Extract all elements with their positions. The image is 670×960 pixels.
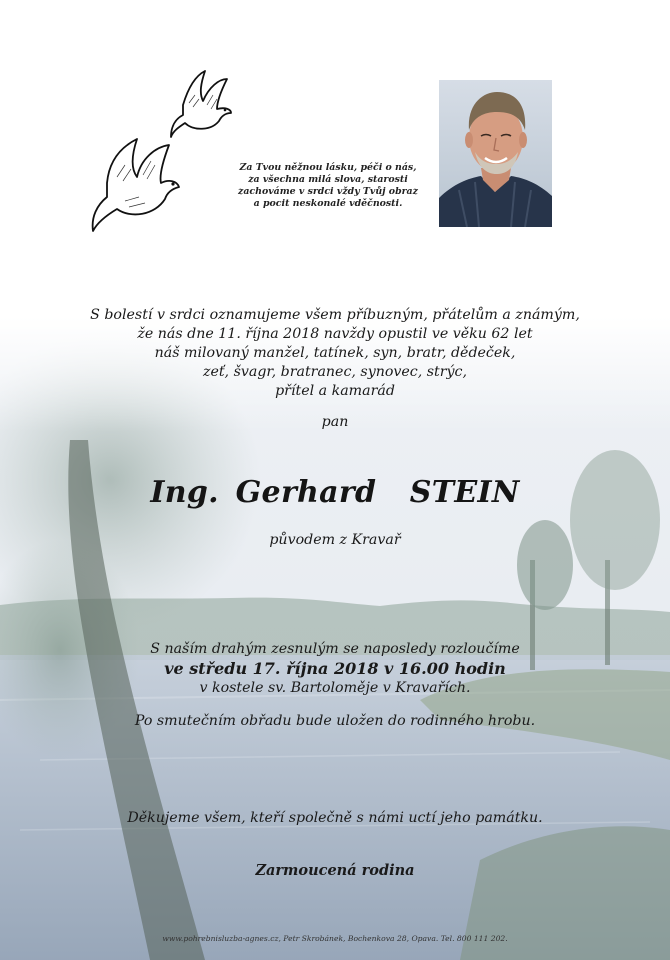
funeral-details: [60, 640, 610, 698]
signature: Zarmoucená rodina: [255, 862, 415, 879]
quote-line: Za Tvou něžnou lásku, péči o nás,: [239, 162, 417, 173]
announcement-line: že nás dne 11. října 2018 navždy opustil ve věku 62 let: [137, 326, 533, 342]
announcement-line: náš milovaný manžel, tatínek, syn, bratr, dědeček,: [154, 345, 516, 361]
farewell-intro: S naším drahým zesnulým se naposledy rozloučíme: [150, 641, 520, 657]
burial-note: Po smutečním obřadu bude uložen do rodinného hrobu.: [134, 713, 536, 729]
announcement-line: přítel a kamarád: [275, 383, 395, 399]
quote-line: za všechna milá slova, starosti: [248, 174, 408, 185]
announcement-line: S bolestí v srdci oznamujeme všem příbuzným, přátelům a známým,: [90, 307, 580, 323]
thanks-note: Děkujeme všem, kteří společně s námi uctí jeho památku.: [127, 810, 543, 826]
quote-line: zachováme v srdci vždy Tvůj obraz: [238, 186, 418, 197]
memorial-quote: [208, 162, 448, 210]
quote-line: a pocit neskonalé vděčnosti.: [253, 198, 403, 209]
announcement-line: zeť, švagr, bratranec, synovec, strýc,: [202, 364, 468, 380]
doves-illustration: [85, 65, 245, 245]
funeral-place: v kostele sv. Bartoloměje v Kravařích.: [199, 680, 471, 696]
deceased-name: Ing. Gerhard STEIN: [150, 475, 520, 510]
funeral-service-footer: www.pohrebnisluzba-agnes.cz, Petr Skrobánek, Bochenkova 28, Opava. Tel. 800 111 202.: [162, 934, 508, 943]
deceased-origin: původem z Kravař: [269, 532, 401, 548]
funeral-date-time: ve středu 17. října 2018 v 16.00 hodin: [164, 659, 506, 678]
salutation: pan: [321, 414, 349, 430]
death-announcement: [60, 306, 610, 401]
portrait-photo: [439, 80, 552, 227]
